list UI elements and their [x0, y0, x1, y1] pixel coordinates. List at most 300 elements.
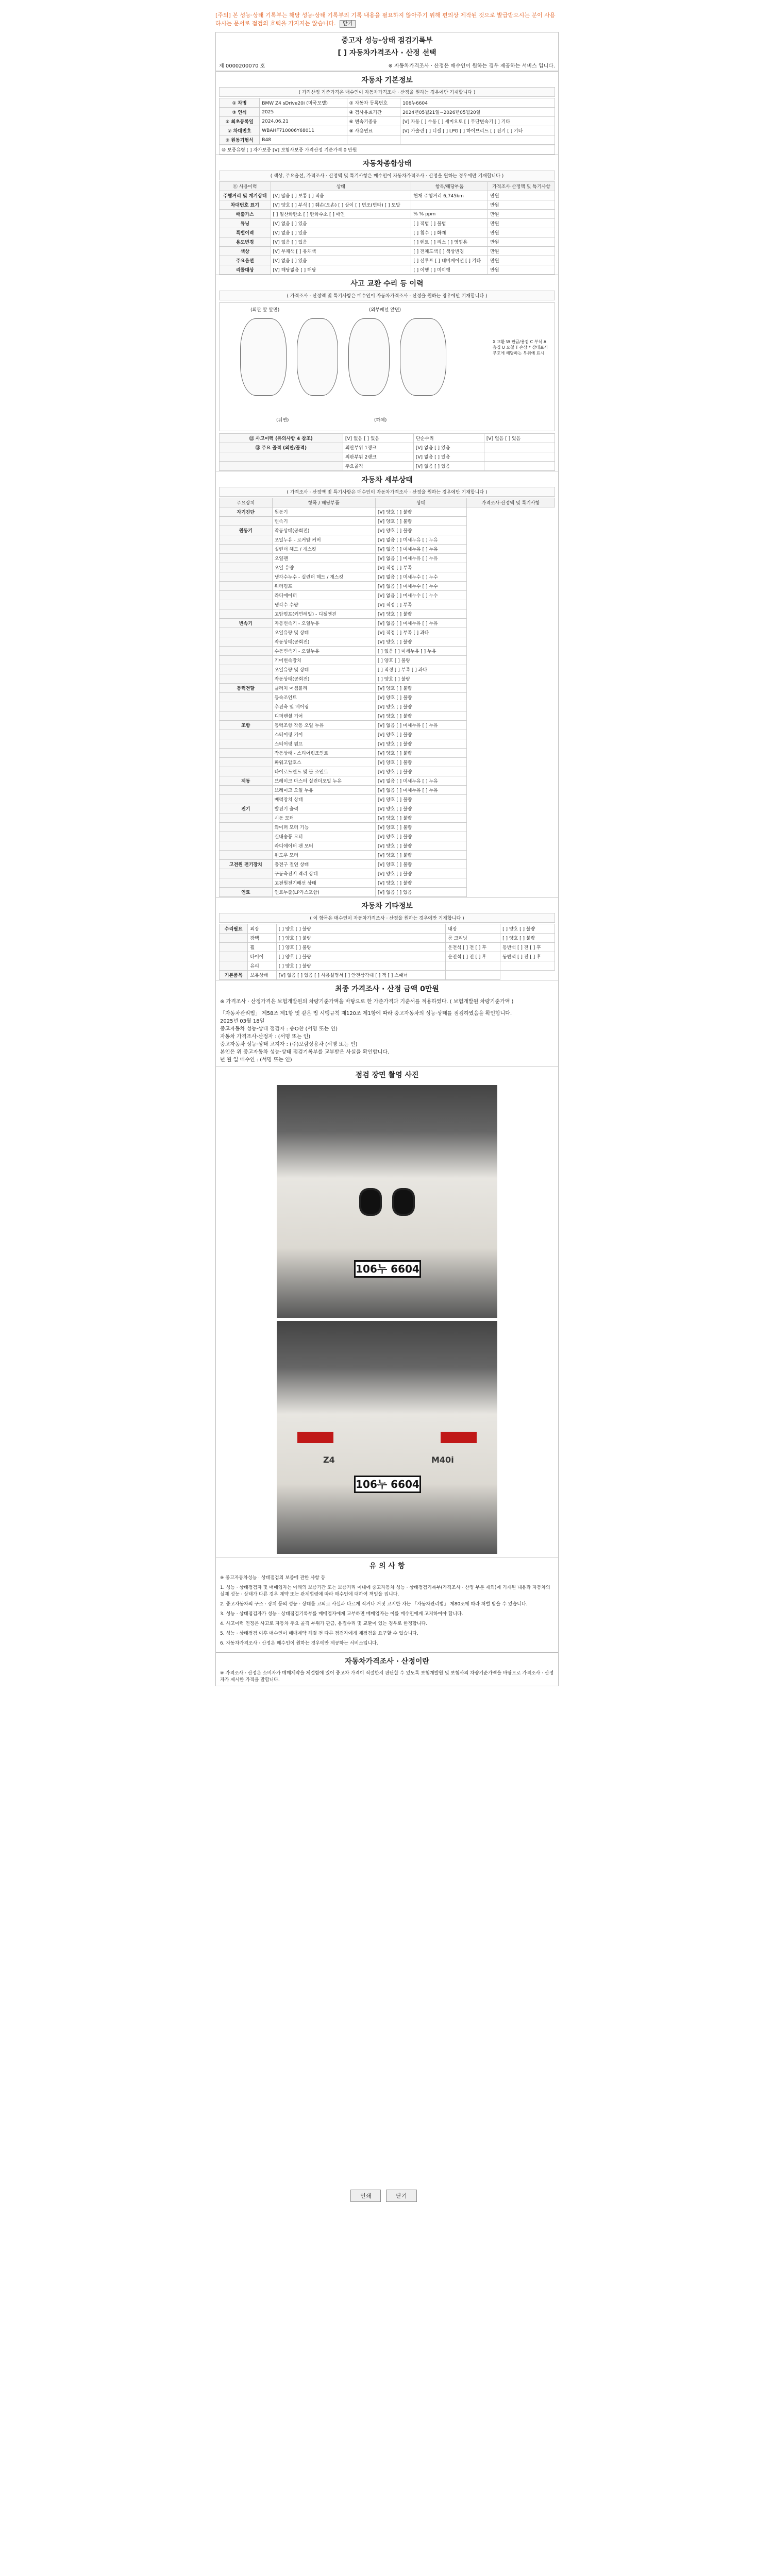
table-cell: 작동상태 - 스티어링조인트 [272, 749, 375, 758]
table-cell: B48 [260, 135, 347, 145]
table-cell: 실린더 헤드 / 개스킷 [272, 545, 375, 554]
table-cell: 주요골격 [343, 462, 413, 471]
table-cell: 와이퍼 모터 기능 [272, 823, 375, 832]
table-cell: 스티어링 펌프 [272, 739, 375, 749]
table-cell: 시동 모터 [272, 814, 375, 823]
table-row [220, 108, 555, 117]
table-header-cell: 항목 / 해당부품 [272, 498, 375, 507]
document-meta-note: ※ 자동차가격조사 · 산정은 매수인이 원하는 경우 제공하는 서비스 입니다. [388, 63, 556, 69]
table-cell: [ ] 양호 [ ] 불량 [276, 943, 445, 952]
diagram-label-front: (외판 앞 앞면) [250, 308, 280, 313]
table-cell: [V] 해당없음 [ ] 해당 [271, 265, 411, 275]
table-cell: [V] 없음 [ ] 미세누유 [ ] 누유 [375, 619, 466, 628]
table-row [220, 507, 555, 517]
table-cell: 106누6604 [400, 98, 555, 108]
table-cell: ① 차명 [220, 98, 260, 108]
license-plate-front: 106누 6604 [354, 1260, 421, 1278]
table-row [220, 758, 555, 767]
accident-history-note: ( 가격조사 · 산정액 및 특기사항은 매수인이 자동차가격조사 · 산정을 원하는 경우에만 기재합니다 ) [219, 291, 555, 300]
table-cell: 구동축전지 격리 상태 [272, 869, 375, 878]
table-cell: 만원 [488, 228, 555, 238]
table-cell: [V] 없음 [ ] 있음 [375, 888, 466, 897]
table-cell: [ ] 일산화탄소 [ ] 탄화수소 [ ] 매연 [271, 210, 411, 219]
final-price-desc: ※ 가격조사 · 산정가격은 보험개발원의 차량기준가액을 바탕으로 한 가준가격과 기준서를 적용하였다. ( 보험개발원 차량기준가액 ) [220, 999, 514, 1005]
table-cell: ⑧ 사용연료 [347, 126, 400, 135]
other-info-title: 자동차 기타정보 [216, 897, 558, 913]
general-status-table [219, 181, 555, 275]
table-cell: [V] 양호 [ ] 불량 [375, 609, 466, 619]
table-cell: [V] 양호 [ ] 불량 [375, 795, 466, 804]
table-row [220, 98, 555, 108]
table-row [220, 228, 555, 238]
table-cell: 2025 [260, 108, 347, 117]
basic-info-title: 자동차 기본정보 [216, 71, 558, 87]
table-row [220, 135, 555, 145]
table-cell: 유리 [248, 961, 276, 971]
table-cell: [ ] 없음 [ ] 미세누유 [ ] 누유 [375, 647, 466, 656]
table-cell: [V] 없음 [ ] 미세누수 [ ] 누수 [375, 582, 466, 591]
table-cell: [V] 없음 [ ] 미세누유 [ ] 누유 [375, 545, 466, 554]
table-cell [220, 674, 273, 684]
table-row [220, 219, 555, 228]
table-cell: 작동상태(공회전) [272, 526, 375, 535]
basic-info-note: ( 가격산정 기준가격은 매수인이 자동차가격조사 · 산정을 원하는 경우에만 기재합니다 ) [219, 87, 555, 97]
table-cell: WBAHF710006Y68011 [260, 126, 347, 135]
table-cell [220, 730, 273, 739]
table-row [220, 804, 555, 814]
other-info-table [219, 924, 555, 980]
print-button[interactable]: 인쇄 [350, 2190, 381, 2202]
table-cell: 2024.06.21 [260, 117, 347, 126]
table-row [220, 656, 555, 665]
table-cell: 운전석 [ ] 전 [ ] 후 [446, 943, 500, 952]
table-cell: 원동기 [220, 526, 273, 535]
table-cell [220, 841, 273, 851]
table-cell: [V] 양호 [ ] 불량 [375, 832, 466, 841]
table-row [220, 609, 555, 619]
table-cell: 배출가스 [220, 210, 271, 219]
table-row [220, 554, 555, 563]
table-cell [220, 832, 273, 841]
table-row [220, 851, 555, 860]
table-cell [220, 943, 248, 952]
table-cell: 주행거리 및 계기상태 [220, 191, 271, 200]
table-cell: [ ] 양호 [ ] 불량 [375, 674, 466, 684]
table-cell: % % ppm [411, 210, 488, 219]
table-cell: 추진축 및 베어링 [272, 702, 375, 711]
accident-history-table [219, 433, 555, 471]
table-cell: 운전석 [ ] 전 [ ] 후 [446, 952, 500, 961]
table-cell: [V] 양호 [ ] 불량 [375, 814, 466, 823]
table-cell: [ ] 양호 [ ] 불량 [276, 952, 445, 961]
other-info-note: ( 이 항목은 매수인이 자동차가격조사 · 산정을 원하는 경우에만 기재합니다 ) [219, 913, 555, 923]
signature-line: 2025년 03월 18일 [220, 1019, 265, 1024]
signature-block [216, 1008, 558, 1066]
table-cell: 조향 [220, 721, 273, 730]
table-row [220, 563, 555, 572]
table-row [220, 702, 555, 711]
table-cell: [V] 없음 [ ] 미세누유 [ ] 누유 [375, 786, 466, 795]
table-row [220, 600, 555, 609]
inspection-document [215, 32, 559, 1686]
closing-title: 자동차가격조사 · 산정이란 [216, 1652, 558, 1668]
table-cell: [V] 없음 [ ] 미세누유 [ ] 누유 [375, 776, 466, 786]
table-row [220, 795, 555, 804]
table-row [220, 572, 555, 582]
table-cell [220, 814, 273, 823]
table-cell: 윈도우 모터 [272, 851, 375, 860]
kidney-grille-right [392, 1188, 415, 1216]
table-cell: [ ] 양호 [ ] 불량 [276, 934, 445, 943]
table-cell: [V] 없음 [ ] 있음 [484, 434, 554, 443]
table-cell: 변속기 [272, 517, 375, 526]
table-cell: [V] 양호 [ ] 불량 [375, 507, 466, 517]
taillight-right [441, 1432, 477, 1443]
detail-status-table [219, 498, 555, 897]
car-top-drawing [297, 318, 338, 396]
final-price-title: 최종 가격조사 · 산정 금액 0만원 [216, 980, 558, 996]
table-cell: 스티어링 기어 [272, 730, 375, 739]
table-header-cell: 가격조사·산정액 및 특기사항 [466, 498, 554, 507]
table-cell [220, 665, 273, 674]
table-cell: 외판부위 2랭크 [343, 452, 413, 462]
table-row [220, 443, 555, 452]
table-cell [220, 609, 273, 619]
table-cell: [ ] 적법 [ ] 불법 [411, 219, 488, 228]
table-cell [220, 739, 273, 749]
table-cell [220, 767, 273, 776]
table-row [220, 210, 555, 219]
table-row [220, 535, 555, 545]
table-cell: 동력전달 [220, 684, 273, 693]
table-cell: 오일유량 및 상태 [272, 628, 375, 637]
table-cell: [V] 양호 [ ] 불량 [375, 804, 466, 814]
model-badge: Z4 [323, 1455, 335, 1465]
table-row [220, 637, 555, 647]
table-cell [347, 135, 400, 145]
table-cell: 동반석 [ ] 전 [ ] 후 [500, 952, 555, 961]
document-number: 제 0000200070 호 [219, 63, 265, 69]
table-cell: [V] 없음 [ ] 있음 [413, 443, 484, 452]
table-cell: ② 자동차 등록번호 [347, 98, 400, 108]
table-cell: 타이로드엔드 및 볼 조인트 [272, 767, 375, 776]
table-row [220, 647, 555, 656]
table-cell: 워터펌프 [272, 582, 375, 591]
table-cell: 보유상태 [248, 971, 276, 980]
table-cell: [ ] 렌트 [ ] 리스 [ ] 영업용 [411, 238, 488, 247]
table-row [220, 452, 555, 462]
signature-line: 자동차 가격조사·산정자 : (서명 또는 인) [220, 1034, 311, 1040]
table-header-cell: 상태 [375, 498, 466, 507]
table-header-cell: 가격조사·산정액 및 특기사항 [488, 182, 555, 191]
table-cell [220, 749, 273, 758]
table-row [220, 191, 555, 200]
table-cell [220, 517, 273, 526]
table-cell: ⑦ 차대번호 [220, 126, 260, 135]
table-cell: [V] 없음 [ ] 있음 [413, 462, 484, 471]
table-row [220, 971, 555, 980]
table-row [220, 582, 555, 591]
table-cell: 만원 [488, 265, 555, 275]
table-row [220, 961, 555, 971]
table-cell: [V] 양호 [ ] 불량 [375, 860, 466, 869]
table-cell: 용도변경 [220, 238, 271, 247]
table-cell: [V] 없음 [ ] 미세누유 [ ] 누유 [375, 535, 466, 545]
table-cell: 수리필요 [220, 924, 248, 934]
table-row [220, 739, 555, 749]
table-cell: 차대번호 표기 [220, 200, 271, 210]
table-row [220, 832, 555, 841]
diagram-label-undercarriage: (하체) [374, 418, 387, 423]
action-buttons [350, 2190, 417, 2202]
table-cell [220, 591, 273, 600]
table-cell: 오일유량 및 상태 [272, 665, 375, 674]
inspection-photo-rear [277, 1321, 497, 1554]
table-cell [220, 647, 273, 656]
table-row [220, 126, 555, 135]
table-cell: 기어변속장치 [272, 656, 375, 665]
table-row [220, 619, 555, 628]
table-row [220, 721, 555, 730]
detail-status-title: 자동차 세부상태 [216, 471, 558, 487]
table-cell: [V] 양호 [ ] 불량 [375, 767, 466, 776]
notice-close-button[interactable]: 닫기 [340, 20, 356, 28]
table-cell: 색상 [220, 247, 271, 256]
table-cell [220, 600, 273, 609]
table-cell: 특별이력 [220, 228, 271, 238]
table-header-cell: 상태 [271, 182, 411, 191]
table-cell: [V] 없음 [ ] 있음 [271, 228, 411, 238]
table-cell: [V] 없음 [ ] 있음 [271, 238, 411, 247]
table-cell: 파워고압호스 [272, 758, 375, 767]
table-cell: 만원 [488, 238, 555, 247]
table-row [220, 200, 555, 210]
table-row [220, 814, 555, 823]
table-cell: 만원 [488, 247, 555, 256]
table-row [220, 730, 555, 739]
table-cell: 변속기 [220, 619, 273, 628]
table-cell: 제동 [220, 776, 273, 786]
table-header-cell: 주요장치 [220, 498, 273, 507]
table-row [220, 841, 555, 851]
photo-section-title: 점검 장면 촬영 사진 [216, 1066, 558, 1082]
table-cell: 전기 [220, 804, 273, 814]
table-cell: [V] 적정 [ ] 부족 [ ] 과다 [375, 628, 466, 637]
caution-item: 4. 사고이력 인정은 사고로 자동차 주요 골격 부위가 판금, 용접수리 및 교환이 있는 경우로 한정합니다. [220, 1621, 428, 1626]
table-cell: BMW Z4 sDrive20i (미국모델) [260, 98, 347, 108]
table-row [220, 674, 555, 684]
table-row [220, 869, 555, 878]
table-cell: 주요옵션 [220, 256, 271, 265]
table-cell: 만원 [488, 219, 555, 228]
table-row [220, 526, 555, 535]
table-cell: 단순수리 [413, 434, 484, 443]
table-cell: [ ] 적정 [ ] 부족 [ ] 과다 [375, 665, 466, 674]
table-cell: 연료누출(LP가스포함) [272, 888, 375, 897]
table-cell: [ ] 양호 [ ] 불량 [276, 961, 445, 971]
signature-line: 중고자동차 성능·상태 고지자 : (주)보람상용차 (서명 또는 인) [220, 1042, 358, 1047]
table-cell: 등속조인트 [272, 693, 375, 702]
caution-item: 3. 성능 · 상태점검자가 성능 · 상태점검기록부를 매매업자에게 교부하면 매매업자는 이를 매수인에게 고지하여야 합니다. [220, 1612, 463, 1617]
table-cell: [ ] 이행 [ ] 미이행 [411, 265, 488, 275]
table-row [220, 265, 555, 275]
table-cell: 냉각수누수 - 실린더 헤드 / 개스킷 [272, 572, 375, 582]
table-cell [220, 572, 273, 582]
signature-line: 본인은 위 중고자동차 성능·상태 점검기록부를 교부받은 사실을 확인합니다. [220, 1049, 390, 1055]
close-button[interactable]: 닫기 [386, 2190, 416, 2202]
table-cell [220, 795, 273, 804]
table-row [220, 665, 555, 674]
table-cell: [V] 없음 [ ] 미세누수 [ ] 누수 [375, 591, 466, 600]
table-cell: 라디에이터 [272, 591, 375, 600]
car-bottom-drawing [348, 318, 390, 396]
table-row [220, 934, 555, 943]
table-row [220, 247, 555, 256]
table-cell [220, 934, 248, 943]
table-cell: 만원 [488, 256, 555, 265]
document-subtitle: [ ] 자동차가격조사 · 산정 선택 [338, 49, 436, 57]
table-cell [220, 786, 273, 795]
table-cell: [V] 없음 [ ] 미세누수 [ ] 누수 [375, 572, 466, 582]
table-cell: 현재 주행거리 6,745km [411, 191, 488, 200]
table-cell [220, 563, 273, 572]
table-cell: [V] 자동 [ ] 수동 [ ] 세미오토 [ ] 무단변속기 [ ] 기타 [400, 117, 555, 126]
table-cell: [V] 양호 [ ] 불량 [375, 637, 466, 647]
table-cell: [V] 없음 [ ] 있음 [343, 434, 413, 443]
table-cell: 휠 [248, 943, 276, 952]
table-cell: [V] 양호 [ ] 불량 [375, 878, 466, 888]
table-row [220, 693, 555, 702]
table-cell [220, 758, 273, 767]
table-cell: [ ] 양호 [ ] 불량 [500, 924, 555, 934]
table-cell: [ ] 양호 [ ] 불량 [375, 656, 466, 665]
table-cell: ⑫ 사고이력 (유의사항 4 참조) [220, 434, 343, 443]
table-cell: [V] 없음 [ ] 미세누유 [ ] 누유 [375, 721, 466, 730]
table-cell: 2024년05월21일~2026년05월20일 [400, 108, 555, 117]
table-cell: [V] 양호 [ ] 부식 [ ] 훼손(오손) [ ] 상이 [ ] 변조(변타) [ ] 도말 [271, 200, 411, 210]
table-cell: [V] 양호 [ ] 불량 [375, 693, 466, 702]
table-cell: 광택 [248, 934, 276, 943]
table-row [220, 684, 555, 693]
table-cell: 룸 크리닝 [446, 934, 500, 943]
closing-text: ※ 가격조사 · 산정은 소비자가 매매계약을 체결함에 있어 중고차 가격이 적절한지 판단할 수 있도록 보험개발원 및 보험사의 차량기준가액을 바탕으로 가격조사 · 산정자가 제시한 가격을 말합니다. [220, 1671, 554, 1683]
table-cell [220, 823, 273, 832]
table-cell: 수동변속기 - 오일누유 [272, 647, 375, 656]
trim-badge: M40i [431, 1455, 454, 1465]
accident-history-title: 사고 교환 수리 등 이력 [216, 275, 558, 291]
table-cell: [V] 양호 [ ] 불량 [375, 758, 466, 767]
table-cell: 자기진단 [220, 507, 273, 517]
table-row [220, 462, 555, 471]
table-cell: 자동변속기 - 오일누유 [272, 619, 375, 628]
table-cell [220, 545, 273, 554]
table-cell: 기본품목 [220, 971, 248, 980]
table-row [220, 786, 555, 795]
table-cell [484, 462, 554, 471]
table-cell: [ ] 침수 [ ] 화재 [411, 228, 488, 238]
table-cell: 고압펌프(커먼레일) - 디젤엔진 [272, 609, 375, 619]
table-cell: [V] 무채색 [ ] 유채색 [271, 247, 411, 256]
car-right-side-drawing [400, 318, 446, 396]
caution-item: 5. 성능 · 상태점검 이후 매수인이 매매계약 체결 전 다른 점검자에게 재점검을 요구할 수 있습니다. [220, 1631, 418, 1636]
table-row [220, 823, 555, 832]
table-cell: [V] 많음 [ ] 보통 [ ] 적음 [271, 191, 411, 200]
caution-item: ※ 중고자동차성능 · 상태점검의 보증에 관한 사항 등 [220, 1575, 326, 1581]
table-cell [220, 702, 273, 711]
caution-item: 2. 중고자동차의 구조 · 장치 등의 성능 · 상태를 고의로 사실과 다르게 적거나 거짓 고지한 자는 「자동차관리법」 제80조에 따라 처벌 받을 수 있습니다. [220, 1602, 528, 1607]
table-cell [220, 878, 273, 888]
table-cell: [ ] 선루프 [ ] 네비게이션 [ ] 기타 [411, 256, 488, 265]
table-header-cell: 항목/해당부품 [411, 182, 488, 191]
basic-info-table [219, 98, 555, 145]
inspection-photo-front [277, 1085, 497, 1318]
table-cell: 고전원전기배선 상태 [272, 878, 375, 888]
table-row [220, 117, 555, 126]
notice-text: [주의] 본 성능·상태 기록부는 해당 성능·상태 기록부의 기록 내용을 필요하지 않아주기 위해 편의상 제작된 것으로 발급받으시는 분이 사용하시는 문서로 점검의 효력을 가지지는 않습니다. [215, 12, 556, 27]
table-cell: 작동상태(공회전) [272, 674, 375, 684]
signature-line: 중고자동차 성능·상태 점검자 : 송O찬 (서명 또는 인) [220, 1026, 338, 1032]
table-row [220, 238, 555, 247]
table-cell [411, 200, 488, 210]
table-cell [484, 443, 554, 452]
table-cell: [ ] 양호 [ ] 불량 [276, 924, 445, 934]
taillight-left [297, 1432, 333, 1443]
table-cell: [V] 양호 [ ] 불량 [375, 684, 466, 693]
table-cell: ⑨ 원동기형식 [220, 135, 260, 145]
caution-item: 1. 성능 · 상태점검자 및 매매업자는 아래의 보증기간 또는 보증거리 이내에 중고자동차 성능 · 상태점검기록부(가격조사 · 산정 부분 제외)에 기재된 내용과 자동차의 실제 성능 · 상태가 다른 경우 계약 또는 관계법령에 따라 매수인에 대하여 책임을 집니다. [220, 1585, 550, 1597]
table-header-row [220, 498, 555, 507]
table-cell: 작동상태(공회전) [272, 637, 375, 647]
table-cell: 오일팬 [272, 554, 375, 563]
caution-item: 6. 자동차가격조사 · 산정은 매수인이 원하는 경우에만 제공하는 서비스입니다. [220, 1641, 378, 1646]
table-cell: [V] 양호 [ ] 불량 [375, 869, 466, 878]
table-cell [220, 693, 273, 702]
table-row [220, 591, 555, 600]
table-cell [400, 135, 555, 145]
table-cell: 리콜대상 [220, 265, 271, 275]
signature-line: 「자동차관리법」 제58조 제1항 및 같은 법 시행규칙 제120조 제1항에 따라 중고자동차의 성능·상태를 점검하였음을 확인합니다. [220, 1011, 512, 1016]
table-cell: 고전원 전기장치 [220, 860, 273, 869]
table-cell: [V] 없음 [ ] 미세누유 [ ] 누유 [375, 554, 466, 563]
table-cell: 배력장치 상태 [272, 795, 375, 804]
detail-status-note: ( 가격조사 · 산정액 및 특기사항은 매수인이 자동차가격조사 · 산정을 원하는 경우에만 기재합니다 ) [219, 487, 555, 497]
table-cell: [V] 없음 [ ] 있음 [ ] 사용설명서 [ ] 안전삼각대 [ ] 잭 [ ] 스패너 [276, 971, 445, 980]
table-cell [220, 628, 273, 637]
table-cell: 만원 [488, 210, 555, 219]
table-cell: 충전구 절연 상태 [272, 860, 375, 869]
diagram-label-panel: (외부패널 앞면) [369, 308, 401, 313]
table-header-row [220, 182, 555, 191]
table-row [220, 888, 555, 897]
top-notice [215, 11, 560, 28]
table-cell [220, 656, 273, 665]
table-cell: 실내송풍 모터 [272, 832, 375, 841]
warranty-row: ⑩ 보증유형 [ ] 자가보증 [V] 보험사보증 가격산정 기준가격 0 만원 [220, 145, 555, 155]
table-cell: [V] 양호 [ ] 불량 [375, 711, 466, 721]
table-cell: [V] 없음 [ ] 있음 [271, 219, 411, 228]
table-cell: ③ 연식 [220, 108, 260, 117]
table-cell: 동력조향 작동 오일 누유 [272, 721, 375, 730]
table-cell: [V] 양호 [ ] 불량 [375, 749, 466, 758]
table-cell: [V] 적정 [ ] 부족 [375, 563, 466, 572]
table-cell [220, 452, 343, 462]
diagram-label-rear: (뒤면) [276, 418, 289, 423]
table-cell: [V] 양호 [ ] 불량 [375, 823, 466, 832]
table-cell: 오일 유량 [272, 563, 375, 572]
table-cell: [V] 양호 [ ] 불량 [375, 730, 466, 739]
table-cell: [V] 양호 [ ] 불량 [375, 526, 466, 535]
damage-legend: X 교환 W 판금/용접 C 부식 A 흠집 U 요철 T 손상 * 상태표시 부호에 해당하는 부위에 표시 [493, 340, 548, 355]
